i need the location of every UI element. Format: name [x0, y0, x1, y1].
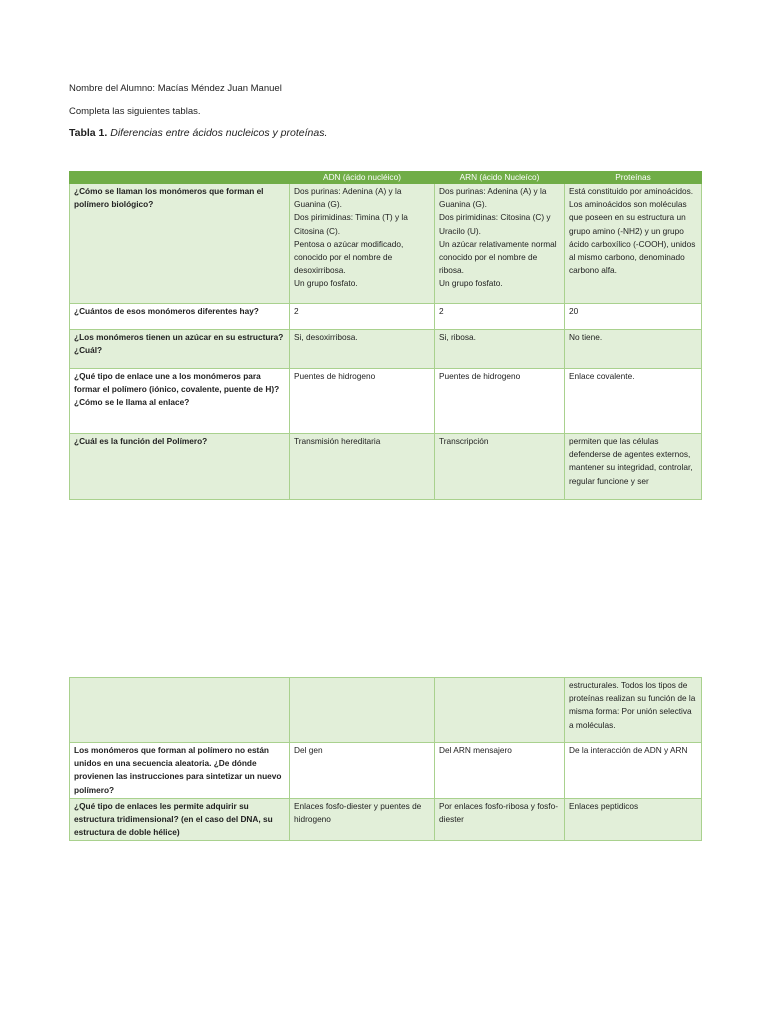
instruction-text: Completa las siguientes tablas. — [69, 106, 201, 117]
arn-cell: Puentes de hidrogeno — [435, 369, 565, 434]
table-row — [70, 434, 702, 500]
arn-cell: Por enlaces fosfo-ribosa y fosfo-diester — [435, 798, 565, 841]
header-adn: ADN (ácido nucléico) — [290, 172, 435, 184]
question-cell — [70, 678, 290, 743]
table-caption-text: Diferencias entre ácidos nucleicos y proteínas. — [110, 127, 328, 139]
student-name-line: Nombre del Alumno: Macías Méndez Juan Manuel — [69, 83, 282, 94]
question-cell: ¿Los monómeros tienen un azúcar en su estructura? ¿Cuál? — [70, 330, 290, 369]
question-cell: ¿Qué tipo de enlace une a los monómeros para formar el polímero (iónico, covalente, puente de H)? ¿Cómo se le llama al enlace? — [70, 369, 290, 434]
question-cell: Los monómeros que forman al polímero no están unidos en una secuencia aleatoria. ¿De dónde provienen las instrucciones para sintetizar un nuevo polímero? — [70, 743, 290, 799]
question-cell: ¿Cuántos de esos monómeros diferentes hay? — [70, 304, 290, 330]
question-cell: ¿Qué tipo de enlaces les permite adquirir su estructura tridimensional? (en el caso del DNA, su estructura de doble hélice) — [70, 798, 290, 841]
proteinas-cell: De la interacción de ADN y ARN — [565, 743, 702, 799]
proteinas-cell: Enlaces peptidicos — [565, 798, 702, 841]
table-row — [70, 369, 702, 434]
comparison-table — [69, 171, 702, 500]
table-row — [70, 330, 702, 369]
header-proteinas: Proteínas — [565, 172, 702, 184]
proteinas-cell: No tiene. — [565, 330, 702, 369]
adn-cell: Dos purinas: Adenina (A) y la Guanina (G). Dos pirimidinas: Timina (T) y la Citosina (C). Pentosa o azúcar modificado, conocido por el nombre de desoxirribosa. Un grupo fosfato. — [290, 184, 435, 304]
comparison-table-continued — [69, 677, 702, 841]
table-row — [70, 678, 702, 743]
table-row — [70, 304, 702, 330]
adn-cell: Si, desoxirribosa. — [290, 330, 435, 369]
adn-cell: Enlaces fosfo-diester y puentes de hidrogeno — [290, 798, 435, 841]
adn-cell: Transmisión hereditaria — [290, 434, 435, 500]
table-header-row — [70, 172, 702, 184]
table-caption-label: Tabla 1. — [69, 127, 108, 139]
proteinas-cell: 20 — [565, 304, 702, 330]
table-row — [70, 184, 702, 304]
question-cell: ¿Cuál es la función del Polímero? — [70, 434, 290, 500]
header-arn: ARN (ácido Nucleíco) — [435, 172, 565, 184]
question-cell: ¿Cómo se llaman los monómeros que forman el polímero biológico? — [70, 184, 290, 304]
header-blank — [70, 172, 290, 184]
arn-cell: Transcripción — [435, 434, 565, 500]
proteinas-cell: Está constituido por aminoácidos. Los aminoácidos son moléculas que poseen en su estructura un grupo amino (-NH2) y un grupo ácido carboxílico (-COOH), unidos al mismo carbono, denominado carbono alfa. — [565, 184, 702, 304]
proteinas-cell: estructurales. Todos los tipos de proteínas realizan su función de la misma forma: Por unión selectiva a moléculas. — [565, 678, 702, 743]
table-row — [70, 798, 702, 841]
adn-cell — [290, 678, 435, 743]
arn-cell: 2 — [435, 304, 565, 330]
arn-cell — [435, 678, 565, 743]
proteinas-cell: permiten que las células defenderse de agentes externos, mantener su integridad, controlar, regular funcione y ser — [565, 434, 702, 500]
arn-cell: Dos purinas: Adenina (A) y la Guanina (G). Dos pirimidinas: Citosina (C) y Uracilo (U). Un azúcar relativamente normal conocido por el nombre de ribosa. Un grupo fosfato. — [435, 184, 565, 304]
adn-cell: 2 — [290, 304, 435, 330]
arn-cell: Del ARN mensajero — [435, 743, 565, 799]
table-caption — [69, 127, 327, 139]
table-row — [70, 743, 702, 799]
adn-cell: Puentes de hidrogeno — [290, 369, 435, 434]
proteinas-cell: Enlace covalente. — [565, 369, 702, 434]
arn-cell: Si, ribosa. — [435, 330, 565, 369]
adn-cell: Del gen — [290, 743, 435, 799]
